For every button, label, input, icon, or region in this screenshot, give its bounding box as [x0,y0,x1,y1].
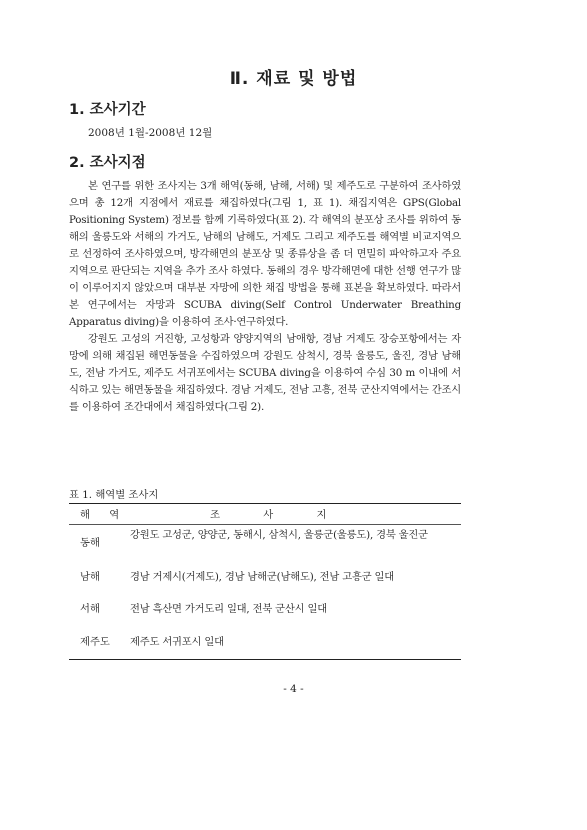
body-text-block [69,178,461,416]
paragraph-collection-methods: 강원도 고성의 거진항, 고성항과 양양지역의 남애항, 경남 거제도 장승포항에서는 자망에 의해 채집된 해면동물을 수집하였으며 강원도 삼척시, 경북 울릉도, 울진, 경남 남해도, 전남 가거도, 제주도 서귀포에서는 SCUBA diving을 이용하여 수심 30 m 이내에 서식하고 있는 해면동물을 채집하였다. 경남 거제도, 전남 고흥, 전북 군산지역에서는 간조시를 이용하여 조간대에서 채집하였다(그림 2). [69,333,461,413]
table-cell-site: 강원도 고성군, 양양군, 동해시, 삼척시, 울릉군(울릉도), 경북 울진군 [130,529,428,541]
chapter-title: Ⅱ. 재료 및 방법 [229,69,358,89]
table-header-site: 조 사 지 [210,509,347,521]
paragraph-survey-overview: 본 연구를 위한 조사지는 3개 해역(동해, 남해, 서해) 및 제주도로 구분하여 조사하였으며 총 12개 지점에서 재료를 채집하였다(그림 1, 표 1). 채집지역은 GPS(Global Positioning System) 정보를 함께 기록하였다(표 2). 각 해역의 분포상 조사를 위하여 동해의 울릉도와 서해의 가거도, 남해의 남해도, 거제도 그리고 제주도를 해역별 비교지역으로 선정하여 조사하였으며, 방각해면의 분포상 및 종류상을 좀 더 면밀히 파악하고자 주요지역으로 판단되는 지역을 추가 조사 하였다. 동해의 경우 방각해면에 대한 선행 연구가 많이 이루어지지 않았으며 대부분 자망에 의한 채집 방법을 통해 표본을 확보하였다. 따라서 본 연구에서는 자망과 SCUBA diving(Self Control Underwater Breathing Apparatus diving)을 이용하여 조사·연구하였다. [69,180,461,328]
table-header-region: 해 역 [80,509,128,521]
page-number: - 4 - [283,683,304,695]
table-cell-site: 경남 거제시(거제도), 경남 남해군(남해도), 전남 고흥군 일대 [130,571,395,583]
section-heading-period: 1. 조사기간 [69,102,146,118]
section-heading-sites: 2. 조사지점 [69,155,146,171]
table-cell-region: 제주도 [80,636,110,648]
table-cell-region: 남해 [80,571,100,583]
table-cell-site: 제주도 서귀포시 일대 [130,636,224,648]
table-cell-region: 동해 [80,537,100,549]
table-bottom-rule [69,659,461,660]
table-top-rule [69,503,461,504]
table-cell-region: 서해 [80,603,100,615]
table-cell-site: 전남 흑산면 가거도리 일대, 전북 군산시 일대 [130,603,327,615]
table-caption: 표 1. 해역별 조사지 [69,489,159,501]
survey-period: 2008년 1월-2008년 12월 [88,127,213,139]
table-header-rule [69,524,461,525]
